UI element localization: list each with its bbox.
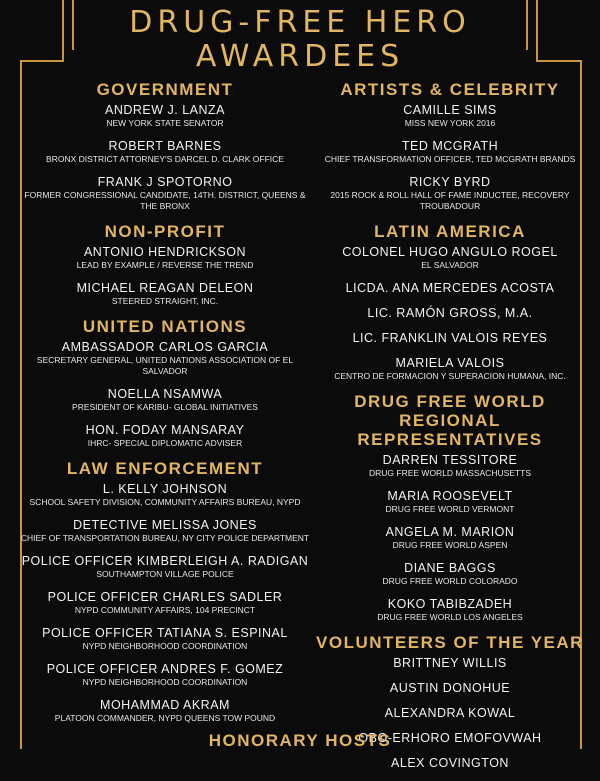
awardee-name: COLONEL HUGO ANGULO ROGEL: [342, 245, 558, 259]
awardee-name: ANTONIO HENDRICKSON: [83, 245, 247, 259]
awardee-entry: [305, 681, 595, 696]
awardee-name: ROBERT BARNES: [108, 139, 222, 153]
awardee-role: NYPD NEIGHBORHOOD COORDINATION: [82, 677, 248, 687]
awardee-name: MOHAMMAD AKRAM: [100, 698, 230, 712]
awardee-name: POLICE OFFICER ANDRES F. GOMEZ: [46, 662, 284, 676]
awardee-entry: [305, 175, 595, 212]
awardee-role: PRESIDENT OF KARIBU- GLOBAL INITIATIVES: [72, 402, 258, 412]
left-column: [20, 80, 310, 734]
awardee-role: MISS NEW YORK 2016: [404, 118, 496, 128]
awardee-role: DRUG FREE WORLD MASSACHUSETTS: [369, 468, 531, 478]
awardee-name: BRITTNEY WILLIS: [393, 656, 507, 670]
awardee-entry: [20, 340, 310, 377]
awardee-entry: [20, 626, 310, 652]
awardee-role: SOUTHAMPTON VILLAGE POLICE: [96, 569, 234, 579]
awardee-role: CHIEF TRANSFORMATION OFFICER, TED MCGRATH BRANDS: [324, 154, 576, 164]
category-heading: GOVERNMENT: [96, 80, 234, 99]
awardee-name: MICHAEL REAGAN DELEON: [76, 281, 254, 295]
awardee-name: DARREN TESSITORE: [382, 453, 518, 467]
awardee-role: DRUG FREE WORLD COLORADO: [382, 576, 518, 586]
awardee-entry: [305, 656, 595, 671]
awardee-entry: [20, 554, 310, 580]
category-heading: LATIN AMERICA: [374, 222, 526, 241]
category-heading: ARTISTS & CELEBRITY: [340, 80, 560, 99]
awardee-entry: [305, 139, 595, 165]
awardee-entry: [20, 423, 310, 449]
awardee-name: POLICE OFFICER KIMBERLEIGH A. RADIGAN: [21, 554, 309, 568]
awardee-entry: [305, 561, 595, 587]
awardee-role: DRUG FREE WORLD ASPEN: [392, 540, 508, 550]
awardee-name: ANGELA M. MARION: [385, 525, 515, 539]
awardee-name: ALEX COVINGTON: [391, 756, 509, 770]
awardee-role: CHIEF OF TRANSPORTATION BUREAU, NY CITY POLICE DEPARTMENT: [20, 533, 310, 543]
awardee-entry: [20, 482, 310, 508]
awardee-role: STEERED STRAIGHT, INC.: [111, 296, 219, 306]
awardee-entry: [20, 698, 310, 724]
awardee-entry: [20, 245, 310, 271]
awardee-name: TED MCGRATH: [401, 139, 499, 153]
awardee-entry: [305, 306, 595, 321]
awardee-role: IHRC- SPECIAL DIPLOMATIC ADVISER: [87, 438, 243, 448]
awardee-entry: [20, 518, 310, 544]
awardee-entry: [20, 103, 310, 129]
awardee-entry: [20, 139, 310, 165]
awardee-role: DRUG FREE WORLD LOS ANGELES: [377, 612, 523, 622]
awardee-name: LIC. FRANKLIN VALOIS REYES: [352, 331, 548, 345]
awardee-role: EL SALVADOR: [421, 260, 479, 270]
awardee-role: NYPD NEIGHBORHOOD COORDINATION: [82, 641, 248, 651]
awardee-name: RICKY BYRD: [409, 175, 491, 189]
awardee-entry: [305, 597, 595, 623]
awardee-role: NYPD COMMUNITY AFFAIRS, 104 PRECINCT: [74, 605, 256, 615]
awardee-name: FRANK J SPOTORNO: [97, 175, 233, 189]
awardee-name: ALEXANDRA KOWAL: [384, 706, 516, 720]
awardee-name: LIC. RAMÓN GROSS, M.A.: [367, 306, 533, 320]
awardee-name: LICDA. ANA MERCEDES ACOSTA: [345, 281, 555, 295]
awardee-entry: [305, 245, 595, 271]
title-line-2: AWARDEES: [195, 39, 405, 74]
awardee-name: DIANE BAGGS: [404, 561, 496, 575]
category-heading: LAW ENFORCEMENT: [66, 459, 264, 478]
awardee-role: LEAD BY EXAMPLE / REVERSE THE TREND: [76, 260, 254, 270]
awardee-name: POLICE OFFICER CHARLES SADLER: [47, 590, 283, 604]
right-column: [305, 80, 595, 781]
category-heading: UNITED NATIONS: [82, 317, 248, 336]
awardee-entry: [305, 281, 595, 296]
awardee-role: DRUG FREE WORLD VERMONT: [385, 504, 515, 514]
awardee-name: NOELLA NSAMWA: [107, 387, 223, 401]
awardee-role: 2015 ROCK & ROLL HALL OF FAME INDUCTEE, RECOVERY TROUBADOUR: [330, 190, 570, 211]
awardee-name: POLICE OFFICER TATIANA S. ESPINAL: [42, 626, 288, 640]
awardee-role: BRONX DISTRICT ATTORNEY'S DARCEL D. CLARK OFFICE: [46, 154, 284, 164]
awardee-name: MARIELA VALOIS: [395, 356, 505, 370]
awardee-role: CENTRO DE FORMACION Y SUPERACION HUMANA, INC.: [334, 371, 566, 381]
awardee-name: AUSTIN DONOHUE: [389, 681, 511, 695]
category-heading: NON-PROFIT: [104, 222, 226, 241]
awardee-entry: [305, 525, 595, 551]
category-heading: DRUG FREE WORLD REGIONAL REPRESENTATIVES: [354, 392, 546, 449]
awardee-entry: [20, 175, 310, 212]
awardee-entry: [305, 706, 595, 721]
awardee-entry: [20, 387, 310, 413]
awardee-role: SCHOOL SAFETY DIVISION, COMMUNITY AFFAIRS BUREAU, NYPD: [29, 497, 301, 507]
awardee-entry: [305, 489, 595, 515]
awardee-name: DETECTIVE MELISSA JONES: [73, 518, 257, 532]
awardee-role: NEW YORK STATE SENATOR: [106, 118, 224, 128]
awardee-entry: [305, 331, 595, 346]
awardee-role: FORMER CONGRESSIONAL CANDIDATE, 14TH. DISTRICT, QUEENS & THE BRONX: [24, 190, 306, 211]
awardee-entry: [305, 103, 595, 129]
awardee-entry: [305, 756, 595, 771]
awardee-name: ANDREW J. LANZA: [104, 103, 225, 117]
awardee-name: KOKO TABIBZADEH: [387, 597, 513, 611]
awardee-name: MARIA ROOSEVELT: [387, 489, 513, 503]
awardee-entry: [305, 356, 595, 382]
title-line-1: DRUG-FREE HERO: [129, 5, 471, 40]
awardee-role: PLATOON COMMANDER, NYPD QUEENS TOW POUND: [54, 713, 276, 723]
awardee-entry: [20, 281, 310, 307]
awardee-name: L. KELLY JOHNSON: [102, 482, 228, 496]
awardee-name: OBO-ERHORO EMOFOVWAH: [358, 731, 542, 745]
awardee-entry: [20, 590, 310, 616]
awardee-role: SECRETARY GENERAL, UNITED NATIONS ASSOCIATION OF EL SALVADOR: [36, 355, 294, 376]
awardee-name: CAMILLE SIMS: [403, 103, 497, 117]
awardee-entry: [20, 662, 310, 688]
awardee-entry: [305, 453, 595, 479]
page-title: [0, 6, 600, 74]
awardee-name: AMBASSADOR CARLOS GARCIA: [61, 340, 269, 354]
honorary-hosts-heading: HONORARY HOSTS: [208, 731, 392, 750]
awardee-name: HON. FODAY MANSARAY: [85, 423, 245, 437]
category-heading: VOLUNTEERS OF THE YEAR: [316, 633, 584, 652]
